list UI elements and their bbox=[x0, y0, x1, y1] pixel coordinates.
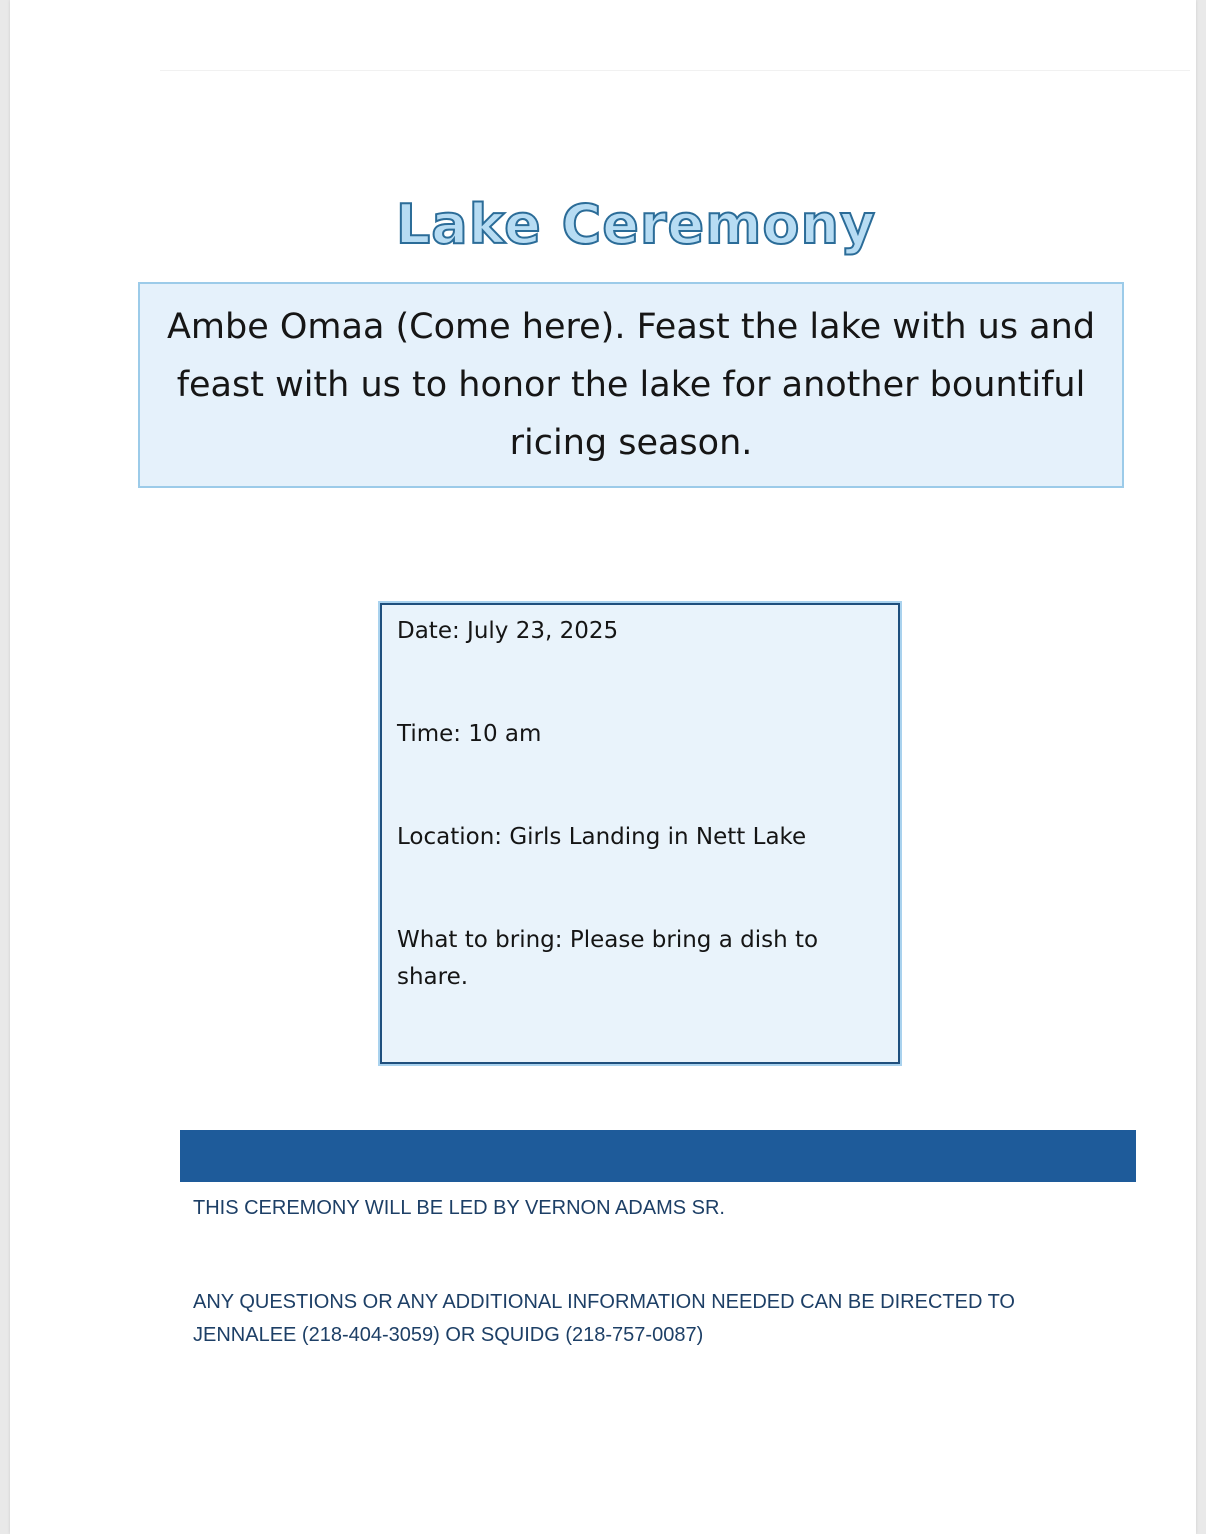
event-time: Time: 10 am bbox=[397, 721, 542, 747]
what-to-bring: What to bring: Please bring a dish to share. bbox=[397, 927, 819, 990]
intro-text: Ambe Omaa (Come here). Feast the lake with us and feast with us to honor the lake for another bountiful ricing season. bbox=[166, 307, 1096, 463]
page-title: Lake Ceremony bbox=[395, 193, 877, 256]
contact-info: ANY QUESTIONS OR ANY ADDITIONAL INFORMATION NEEDED CAN BE DIRECTED TO JENNALEE (218-404-3059) OR SQUIDG (218-757-0087) bbox=[193, 1291, 1015, 1346]
ceremony-leader-note: THIS CEREMONY WILL BE LED BY VERNON ADAMS SR. bbox=[193, 1197, 725, 1219]
event-location: Location: Girls Landing in Nett Lake bbox=[397, 824, 807, 850]
divider-band bbox=[180, 1130, 1136, 1182]
flyer-page bbox=[10, 0, 1196, 1534]
top-rule bbox=[160, 70, 1190, 71]
details-box bbox=[380, 603, 900, 1064]
event-date: Date: July 23, 2025 bbox=[397, 618, 619, 644]
intro-box bbox=[138, 282, 1124, 488]
